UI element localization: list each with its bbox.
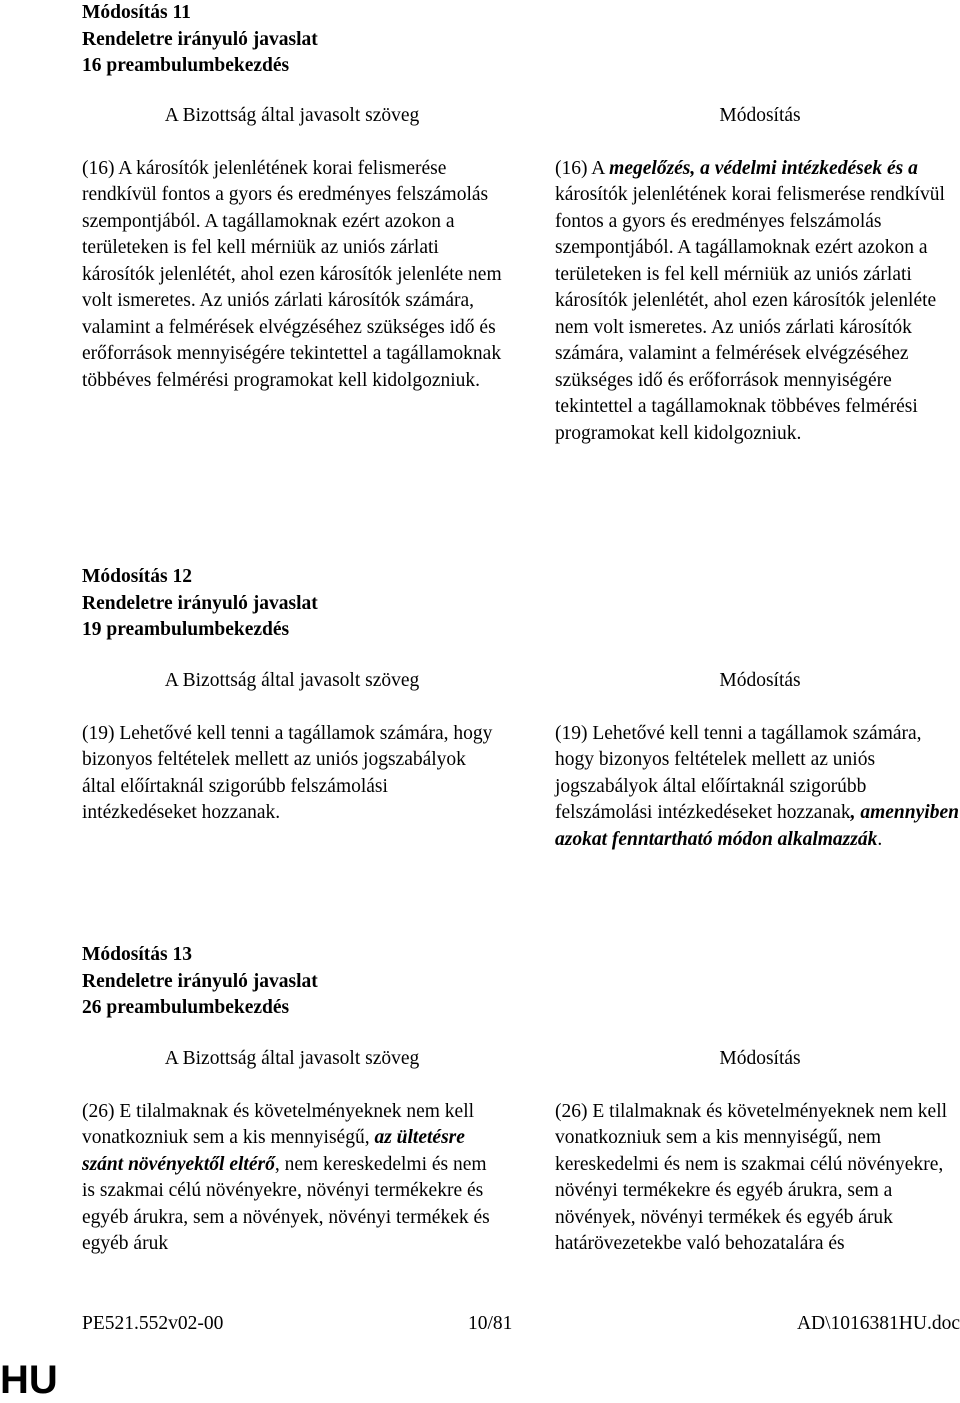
amendment-12 [82, 564, 960, 850]
amendment-text [555, 721, 960, 854]
commission-text-header: A Bizottság által javasolt szöveg [164, 105, 420, 126]
commission-text-emphasis: az ültetésre szánt növényektől eltérő [82, 1127, 465, 1175]
amendment-text-emphasis: , amennyiben azokat fenntartható módon alkalmazzák [555, 802, 959, 850]
commission-text-column [82, 103, 502, 394]
amendment-text-plain: (16) A [555, 157, 610, 179]
commission-text [82, 1099, 502, 1258]
commission-text-column [82, 1046, 502, 1258]
amendment-text-plain: (19) Lehetővé kell tenni a tagállamok számára, hogy bizonyos feltételek mellett az uniós jogszabályok által előírtaknál szigorúbb felszámolási intézkedéseket hozzanak [555, 722, 922, 823]
amendment-number: Módosítás 13 [82, 944, 192, 965]
amendment-text [555, 156, 960, 448]
amendment-reference: 26 preambulumbekezdés [82, 997, 290, 1018]
amendment-text-header: Módosítás [719, 1048, 801, 1069]
amendment-type: Rendeletre irányuló javaslat [82, 28, 318, 50]
amendment-text: (26) E tilalmaknak és követelményeknek nem kell vonatkozniuk sem a kis mennyiségű, nem kereskedelmi és nem is szakmai célú növényekre, növényi termékekre és egyéb árukra, sem a növények, növényi termékek és egyéb áruk határövezetekbe való behozatalára és [555, 1100, 948, 1254]
amendment-text-header: Módosítás [719, 105, 801, 126]
document-reference: PE521.552v02-00 [82, 1313, 224, 1334]
page-footer [82, 1311, 960, 1338]
amendment-text-plain: . [877, 828, 883, 850]
commission-text-header: A Bizottság által javasolt szöveg [164, 1048, 420, 1069]
commission-text-plain: , nem kereskedelmi és nem is szakmai célú növényekre, növényi termékekre és egyéb árukra, sem a növények, növényi termékek és egyéb áruk [82, 1153, 490, 1254]
commission-text-column [82, 668, 502, 827]
amendment-11 [82, 0, 960, 444]
amendment-reference: 16 preambulumbekezdés [82, 55, 290, 76]
commission-text-header: A Bizottság által javasolt szöveg [164, 670, 420, 691]
commission-text-plain: (26) E tilalmaknak és követelményeknek nem kell vonatkozniuk sem a kis mennyiségű, [82, 1100, 475, 1148]
commission-text: (19) Lehetővé kell tenni a tagállamok számára, hogy bizonyos feltételek mellett az uniós jogszabályok által előírtaknál szigorúbb felszámolási intézkedéseket hozzanak. [82, 722, 493, 823]
amendment-text-column [555, 668, 960, 853]
amendment-heading [82, 942, 960, 1022]
commission-text: (16) A károsítók jelenlétének korai felismerése rendkívül fontos a gyors és eredményes felszámolás szempontjából. A tagállamoknak ezért azokon a területeken is fel kell mérniük az uniós zárlati károsítók jelenlétét, ahol ezen károsítók jelenléte nem volt ismeretes. Az uniós zárlati károsítók számára, valamint a felmérések elvégzéséhez szükséges idő és erőforrások mennyiségére tekintettel a tagállamoknak többéves felmérési programokat kell kidolgozniuk. [82, 157, 502, 391]
amendment-number: Módosítás 11 [82, 2, 191, 23]
page-number: 10/81 [468, 1313, 513, 1334]
language-code: HU [0, 1358, 58, 1402]
amendment-heading [82, 564, 960, 644]
amendment-number: Módosítás 12 [82, 566, 192, 587]
file-name: AD\1016381HU.doc [796, 1313, 960, 1334]
amendment-text-column [555, 103, 960, 447]
amendment-type: Rendeletre irányuló javaslat [82, 970, 318, 992]
amendment-text-header: Módosítás [719, 670, 801, 691]
amendment-type: Rendeletre irányuló javaslat [82, 592, 318, 614]
amendment-reference: 19 preambulumbekezdés [82, 619, 290, 640]
amendment-text-emphasis: megelőzés, a védelmi intézkedések és a [609, 157, 918, 179]
amendment-text-plain: károsítók jelenlétének korai felismerése rendkívül fontos a gyors és eredményes felszámolás szempontjából. A tagállamoknak ezért azokon a területeken is fel kell mérniük az uniós zárlati károsítók jelenlétét, ahol ezen károsítók jelenléte nem volt ismeretes. Az uniós zárlati károsítók számára, valamint a felmérések elvégzéséhez szükséges idő és erőforrások mennyiségére tekintettel a tagállamoknak többéves felmérési programokat kell kidolgozniuk. [555, 184, 945, 444]
amendment-13 [82, 942, 960, 1254]
amendment-text-column [555, 1046, 960, 1258]
amendment-heading [82, 0, 960, 80]
